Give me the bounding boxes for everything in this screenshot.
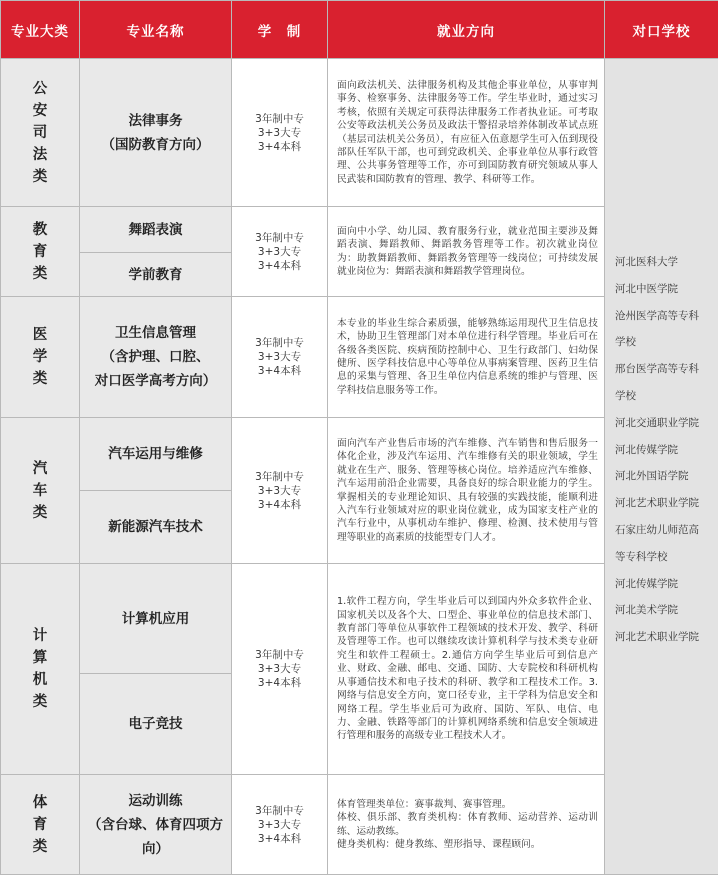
major-name-line: 运动训练 [128, 792, 183, 809]
school-name: 学校 [615, 389, 636, 402]
major-name-line: 对口医学高考方向） [94, 373, 217, 389]
header-category: 专业大类 [1, 1, 80, 59]
school-name: 河北美术学院 [615, 604, 678, 617]
system-line: 3+3大专 [257, 351, 302, 363]
header-row [1, 1, 718, 59]
category-char: 类 [32, 265, 48, 282]
major-name-cell [80, 207, 232, 253]
category-char: 类 [32, 168, 48, 185]
employment-text: 体育管理类单位：赛事裁判、赛事管理。 [337, 798, 512, 810]
category-char: 司 [32, 124, 48, 141]
employment-cell [328, 59, 605, 207]
system-cell [232, 418, 328, 564]
system-cell [232, 297, 328, 418]
school-name: 河北交通职业学院 [615, 416, 699, 429]
category-char: 汽 [32, 460, 48, 477]
table-body [1, 1, 718, 875]
system-line: 3+3大专 [257, 484, 302, 497]
major-name-cell [80, 564, 232, 674]
system-line: 3+4本科 [257, 832, 302, 845]
category-char: 车 [32, 482, 48, 499]
employment-text: 1.软件工程方向，学生毕业后可以到国内外众多软件企业、国家机关以及各个大、口型企、事业单位的信息技术部门、教育部门等单位从事软件工程领域的技术开发、教学、科研及管理等工作。也可以继续攻读计算机科学与技术类专业研究生和软件工程硕士。2.通信方向学生毕业后可到信息产业、财政、金融、邮电、交通、国防、大专院校和科研机构从事通信技术和电子技术的科研、教学和工程技术工作。3.网络与信息安全方向，宽口径专业，主干学科为信息安全和网络工程。学生毕业后可为政府、国防、军队、电信、电力、金融、铁路等部门的计算机网络系统和信息安全领域进行管理和服务的高级专业工程技术人才。 [337, 596, 598, 742]
school-name: 河北艺术职业学院 [615, 497, 699, 510]
system-line: 3年制中专 [255, 112, 304, 125]
category-char: 法 [32, 146, 48, 163]
system-line: 3+3大专 [257, 663, 302, 675]
employment-cell [328, 418, 605, 564]
category-char: 类 [32, 504, 48, 521]
system-line: 3+4本科 [257, 365, 302, 377]
system-cell [232, 564, 328, 775]
school-name: 等专科学校 [615, 550, 668, 563]
major-name-line: 学前教育 [128, 266, 183, 283]
major-name-line: 电子竞技 [128, 716, 183, 732]
category-cell [1, 564, 80, 775]
major-name-cell [80, 418, 232, 491]
category-char: 教 [32, 221, 48, 238]
employment-text: 健身类机构：健身教练、塑形指导、课程顾问。 [337, 838, 541, 850]
category-char: 医 [32, 327, 48, 343]
category-cell [1, 418, 80, 564]
system-line: 3年制中专 [255, 470, 304, 483]
category-char: 类 [32, 838, 48, 855]
school-name: 沧州医学高等专科 [615, 309, 699, 322]
school-name: 邢台医学高等专科 [615, 363, 699, 376]
header-employment: 就业方向 [328, 1, 605, 59]
major-name-line: 汽车运用与维修 [108, 446, 203, 462]
school-name: 河北传媒学院 [615, 577, 678, 590]
category-cell [1, 775, 80, 875]
school-name: 河北中医学院 [615, 282, 678, 295]
category-char: 公 [32, 80, 48, 97]
employment-text: 本专业的毕业生综合素质强，能够熟练运用现代卫生信息技术，协助卫生管理部门对本单位进行科学管理。毕业后可在各级各类医院、疾病预防控制中心、卫生行政部门、妇幼保健所、医学科技信息中心等单位从事病案管理、医药卫生信息的采集与管理、各卫生单位内信息系统的维护与管理、医学科技信息服务等工作。 [337, 317, 598, 396]
school-name: 河北艺术职业学院 [615, 631, 699, 644]
system-line: 3+3大专 [257, 818, 302, 831]
major-name-cell [80, 59, 232, 207]
category-char: 学 [32, 349, 48, 365]
major-name-cell [80, 775, 232, 875]
school-name: 河北医科大学 [615, 256, 678, 268]
employment-cell [328, 207, 605, 297]
employment-cell [328, 564, 605, 775]
table-row [1, 59, 718, 207]
header-system: 学 制 [232, 1, 328, 59]
system-line: 3年制中专 [255, 804, 304, 817]
category-char: 育 [32, 816, 48, 833]
category-char: 安 [32, 102, 48, 119]
system-line: 3+3大专 [257, 126, 302, 139]
major-name-line: （含护理、口腔、 [101, 349, 210, 365]
employment-text: 面向中小学、幼儿园、教育服务行业，就业范围主要涉及舞蹈表演、舞蹈教师、舞蹈教务管理等工作。初次就业岗位为：助教舞蹈教师、舞蹈教务管理等一线岗位；可持续发展就业岗位为：舞蹈表演和舞蹈教学管理岗位。 [337, 225, 598, 277]
category-char: 类 [32, 694, 48, 710]
category-char: 机 [32, 672, 48, 688]
employment-text: 体校、俱乐部、教育类机构：体育教师、运动营养、运动训练、运动教练。 [337, 812, 598, 837]
category-char: 类 [32, 371, 48, 387]
employment-cell [328, 297, 605, 418]
school-name: 石家庄幼儿师范高 [615, 523, 699, 536]
system-line: 3+4本科 [257, 140, 302, 153]
system-line: 3+4本科 [257, 498, 302, 511]
system-line: 3+4本科 [257, 677, 302, 689]
system-cell [232, 59, 328, 207]
major-name-line: 法律事务 [128, 112, 183, 129]
schools-cell [605, 59, 718, 875]
category-cell [1, 59, 80, 207]
major-name-cell [80, 253, 232, 297]
system-line: 3+4本科 [257, 259, 302, 272]
category-cell [1, 207, 80, 297]
major-name-line: （含台球、体育四项方向） [88, 816, 223, 857]
employment-cell [328, 775, 605, 875]
employment-text: 面向政法机关、法律服务机构及其他企事业单位，从事审判事务、检察事务、法律服务等工作。学生毕业时，通过实习考核，依照有关规定可获得法律服务工作者执业证。可考取公安等政法机关公务员及政法干警招录培养体制改革试点班（基层司法机关公务员），有应征入伍意愿学生可入伍到现役部队任军队干部，也可到党政机关、企事业单位从事行政管理、公共事务管理等工作，亦可到国防教育研究领域从事人民武装和国防教育的管理、教学、科研等工作。 [337, 79, 598, 185]
major-name-cell [80, 297, 232, 418]
header-school: 对口学校 [605, 1, 718, 59]
school-name: 河北传媒学院 [615, 443, 678, 456]
system-cell [232, 207, 328, 297]
category-char: 算 [32, 650, 48, 666]
system-line: 3年制中专 [255, 337, 304, 349]
system-line: 3年制中专 [255, 231, 304, 244]
school-name: 学校 [615, 336, 636, 349]
system-cell [232, 775, 328, 875]
major-name-line: 新能源汽车技术 [108, 519, 203, 535]
system-line: 3+3大专 [257, 245, 302, 258]
major-name-cell [80, 491, 232, 564]
header-major: 专业名称 [80, 1, 232, 59]
major-name-line: 舞蹈表演 [128, 221, 183, 238]
category-char: 计 [32, 628, 48, 644]
major-name-cell [80, 674, 232, 775]
employment-text: 面向汽车产业售后市场的汽车维修、汽车销售和售后服务一体化企业，涉及汽车运用、汽车维修有关的职业领域，学生就业在生产、服务、管理等核心岗位。培养适应汽车维修、汽车运用前沿企业需要，具备良好的综合职业能力的学生。掌握相关的专业理论知识、具有较强的实践技能，能顺利进入汽车行业领域对应的职业岗位就业，成为国家支柱产业的汽车行业中，从事机动车维护、修理、检测、技术使用与管理等职业的高素质的技能型专门人才。 [337, 437, 598, 543]
major-name-line: 卫生信息管理 [115, 325, 196, 341]
major-name-line: 计算机应用 [121, 610, 190, 627]
category-char: 体 [32, 794, 48, 811]
system-line: 3年制中专 [255, 649, 304, 661]
school-name: 河北外国语学院 [615, 470, 689, 483]
major-name-line: （国防教育方向） [101, 136, 210, 153]
category-cell [1, 297, 80, 418]
category-char: 育 [32, 243, 48, 260]
